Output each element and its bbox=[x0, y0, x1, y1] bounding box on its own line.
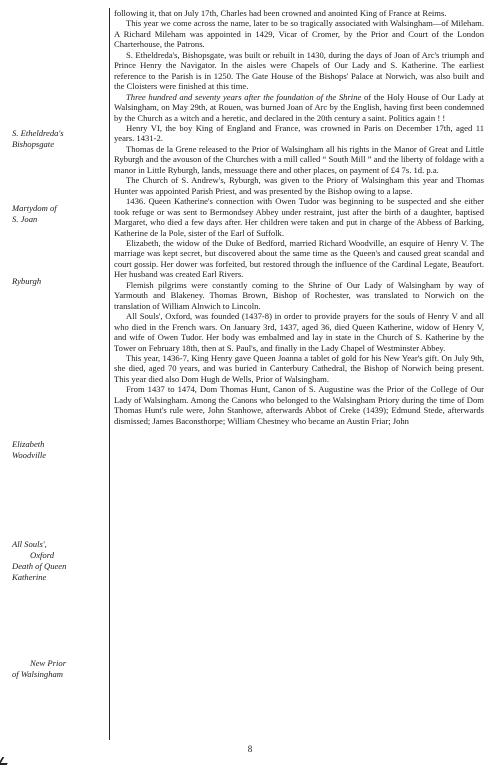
paragraph: This year we come across the name, later to be so tragically associated with Walsingham—of Mileham. A Richard Mileham was appointed in 1429, Vicar of Cromer, by the Prior and Court of the London Charterhouse, the Patrons. bbox=[114, 18, 484, 50]
margin-note-line: Woodville bbox=[12, 449, 47, 460]
margin-note-katherine bbox=[12, 561, 107, 582]
margin-note-all-souls bbox=[12, 539, 107, 560]
margin-note-line: S. Etheldreda's bbox=[12, 128, 64, 138]
margin-note-line: of Walsingham bbox=[12, 668, 64, 679]
margin-note-joan bbox=[12, 203, 107, 224]
margin-rule bbox=[109, 8, 110, 740]
paragraph: Flemish pilgrims were constantly coming to the Shrine of Our Lady of Walsingham by way of Yarmouth and Blakeney. Thomas Brown, Bishop of Rochester, was translated to Norwich on the translation of William Alnwich to Lincoln. bbox=[114, 279, 484, 311]
margin-note-line: Oxford bbox=[30, 549, 55, 560]
corner-mark bbox=[0, 757, 11, 765]
margin-note-line: Katherine bbox=[12, 571, 47, 582]
margin-note-ryburgh bbox=[12, 276, 107, 287]
paragraph: Thomas de la Grene released to the Prior of Walsingham all his rights in the Manor of Great and Little Ryburgh and the avouson of the Churches with a mill called “ South Mill ” and the liberty of foldage with a manor in Little Ryburgh, lands, messuage there and other places, on payment of £4 7s. 1d. p.a. bbox=[114, 143, 484, 175]
margin-note-line: Bishopsgate bbox=[12, 138, 55, 149]
body-text bbox=[114, 8, 484, 426]
margin-note-line: Martydom of bbox=[12, 203, 57, 213]
margin-note-line: All Souls', bbox=[12, 539, 47, 549]
page-number: 8 bbox=[247, 744, 253, 754]
paragraph: following it, that on July 17th, Charles had been crowned and anointed King of France at Reims. bbox=[114, 8, 447, 18]
margin-note-line: Ryburgh bbox=[12, 276, 42, 286]
margin-note-line: Death of Queen bbox=[12, 561, 67, 571]
paragraph: Three hundred and seventy years after the foundation of the Shrine of the Holy House of Our Lady at Walsingham, on May 29th, at Rouen, was burned Joan of Arc by the English, having first been condemned by the Church as a witch and a heretic, and declared in the 20th century a saint. Politics again ! ! bbox=[114, 91, 484, 123]
paragraph: All Souls', Oxford, was founded (1437-8) in order to provide prayers for the souls of Henry V and all who died in the French wars. On January 3rd, 1437, aged 36, died Queen Katherine, widow of Henry V, and wife of Owen Tudor. Her body was embalmed and lay in state in the Church of S. Katherine by the Tower on February 18th, then at S. Paul's, and finally in the Lady Chapel of Westminster Abbey. bbox=[114, 311, 484, 353]
margin-note-woodville bbox=[12, 439, 107, 460]
margin-note-line: New Prior bbox=[30, 658, 67, 668]
margin-note-line: S. Joan bbox=[12, 213, 38, 224]
margin-note-etheldreda bbox=[12, 128, 107, 149]
paragraph: Henry VI, the boy King of England and France, was crowned in Paris on December 17th, aged 11 years. 1431-2. bbox=[114, 122, 484, 144]
paragraph: This year, 1436-7, King Henry gave Queen Joanna a tablet of gold for his New Year's gift. On July 9th, she died, aged 70 years, and was buried in Canterbury Cathedral, the Bishop of Norwich being present. This year died also Dom Hugh de Wells, Prior of Walsingham. bbox=[114, 352, 484, 384]
paragraph: From 1437 to 1474, Dom Thomas Hunt, Canon of S. Augustine was the Prior of the College of Our Lady of Walsingham. Among the Canons who belonged to the Walsingham Priory during the time of Dom Thomas Hunt's rule were, John Stanhowe, afterwards Abbot of Creke (1439); Edmund Stede, afterwards dismissed; James Baconsthorpe; William Chestney who became an Austin Friar; John bbox=[114, 384, 484, 426]
paragraph: 1436. Queen Katherine's connection with Owen Tudor was beginning to be suspected and she either took refuge or was sent to Bermondsey Abbey under restraint, just after the birth of a daughter, baptised Margaret, who died a few days after. Her children were taken and put in charge of the Abbess of Barking, Katherine de la Pole, sister of the Earl of Suffolk. bbox=[114, 196, 484, 238]
margin-note-line: Elizabeth bbox=[12, 439, 45, 449]
margin-note-new-prior bbox=[12, 658, 107, 679]
italic-phrase: Three hundred and seventy years after the foundation of the Shrine bbox=[126, 91, 362, 102]
paragraph: The Church of S. Andrew's, Ryburgh, was given to the Priory of Walsingham this year and Thomas Hunter was appointed Parish Priest, and was presented by the Bishop owing to a lapse. bbox=[114, 175, 484, 196]
paragraph: S. Etheldreda's, Bishopsgate, was built or rebuilt in 1430, during the days of Joan of Arc's triumph and Prince Henry the Navigator. In the aisles were Chapels of Our Lady and S. Katherine. The earliest reference to the Parish is in 1250. The Gate House of the Bishops' Palace at Norwich, was also built and the Cloisters were finished at this time. bbox=[114, 49, 484, 92]
paragraph: Elizabeth, the widow of the Duke of Bedford, married Richard Woodville, an esquire of Henry V. The marriage was kept secret, but discovered about the same time as the Queen's and caused great scandal and court gossip. Her dower was forfeited, but restored through the influence of the Cardinal Legate, Beaufort. Her husband was created Earl Rivers. bbox=[114, 237, 484, 280]
